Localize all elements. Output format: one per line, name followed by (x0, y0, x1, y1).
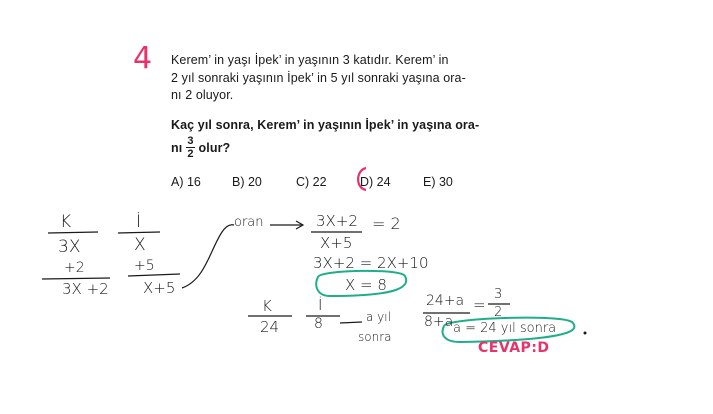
col-i-head: İ (136, 212, 142, 232)
ask-suffix: olur? (198, 140, 231, 155)
ratio-rhs-num: 3 (494, 287, 503, 302)
choice-b[interactable]: B) 20 (232, 175, 262, 189)
ratio-rhs-den: 2 (494, 305, 503, 320)
cevap-label: CEVAP:D (478, 340, 550, 356)
eq-denominator: X+5 (320, 234, 353, 252)
link-arrow (182, 225, 234, 288)
ask-fraction-num: 3 (187, 135, 194, 147)
col-k-val: 3X (58, 237, 81, 257)
col-i-val: X (134, 235, 146, 255)
choice-e[interactable]: E) 30 (423, 175, 453, 189)
ratio-denominator: 8+a (424, 314, 454, 330)
col-k-add: +2 (64, 260, 85, 276)
col-k-sum: 3X +2 (62, 280, 109, 298)
k2-val: 24 (260, 318, 280, 336)
oran-label: oran (234, 215, 264, 230)
problem-line-2: 2 yıl sonraki yaşının İpek’ in 5 yıl sonraki yaşına ora- (171, 71, 466, 85)
answer-mark (358, 168, 366, 190)
choice-d[interactable]: D) 24 (360, 175, 391, 189)
choice-a[interactable]: A) 16 (171, 175, 201, 189)
eq-line-2: 3X+2 = 2X+10 (313, 254, 429, 272)
eq-numerator: 3X+2 (316, 212, 358, 230)
col-i-add: +5 (134, 258, 155, 274)
k-sum-line (42, 278, 110, 279)
i2-val: 8 (314, 316, 323, 332)
i2-head: İ (318, 296, 323, 314)
k-head-line (48, 232, 98, 233)
ask-fraction-den: 2 (187, 148, 194, 160)
choice-c[interactable]: C) 22 (296, 175, 327, 189)
i-head-line (118, 232, 160, 233)
ask-prefix: nı (171, 140, 183, 155)
ratio-numerator: 24+a (426, 293, 465, 309)
problem-line-1: Kerem’ in yaşı İpek’ in yaşının 3 katıdır. Kerem’ in (171, 53, 449, 67)
i-sum-line (128, 274, 180, 276)
problem-line-3: nı 2 oluyor. (171, 88, 234, 102)
col-k-head: K (60, 212, 72, 232)
k2-head: K (262, 297, 272, 315)
a-label: a yıl (366, 310, 391, 324)
question-number: 4 (133, 41, 153, 76)
eq-rhs: = 2 (372, 214, 401, 233)
ratio-equals: = (473, 296, 486, 314)
final-answer: a = 24 yıl sonra (453, 321, 557, 336)
question-ask-line-1: Kaç yıl sonra, Kerem’ in yaşının İpek’ in yaşına ora- (171, 118, 480, 132)
a-label-2: sonra (358, 330, 392, 344)
col-i-sum: X+5 (143, 279, 176, 297)
x-result: X = 8 (345, 276, 387, 294)
